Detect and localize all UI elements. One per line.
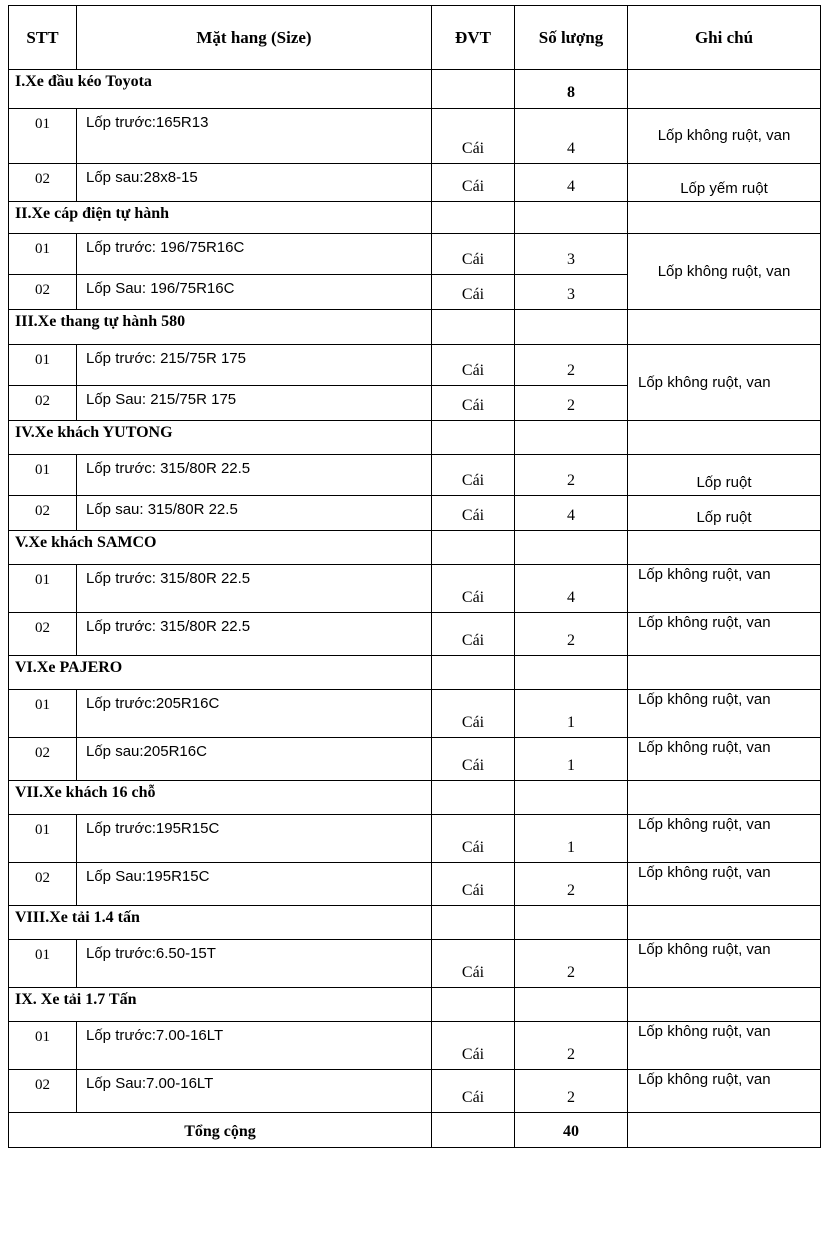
- row-unit: Cái: [432, 738, 515, 781]
- section-qty-empty: [515, 310, 628, 345]
- row-stt: 01: [9, 690, 77, 738]
- section-title: IX. Xe tải 1.7 Tấn: [9, 988, 432, 1022]
- row-unit: Cái: [432, 386, 515, 421]
- header-note: Ghi chú: [628, 6, 821, 70]
- section-title: I.Xe đầu kéo Toyota: [9, 70, 432, 109]
- row-qty: 1: [515, 690, 628, 738]
- section-unit-empty: [432, 656, 515, 690]
- section-row: [9, 988, 821, 1022]
- row-qty: 4: [515, 565, 628, 613]
- row-unit: Cái: [432, 863, 515, 906]
- section-title: V.Xe khách SAMCO: [9, 531, 432, 565]
- table-row: [9, 1022, 821, 1070]
- row-stt: 01: [9, 815, 77, 863]
- table-row: [9, 940, 821, 988]
- row-qty: 2: [515, 1070, 628, 1113]
- row-unit: Cái: [432, 109, 515, 164]
- section-unit-empty: [432, 906, 515, 940]
- row-note: Lốp không ruột, van: [628, 109, 821, 164]
- row-unit: Cái: [432, 1070, 515, 1113]
- total-unit-empty: [432, 1113, 515, 1148]
- row-note: Lốp không ruột, van: [628, 815, 821, 863]
- row-stt: 02: [9, 1070, 77, 1113]
- row-note: Lốp không ruột, van: [628, 1070, 821, 1113]
- section-title: II.Xe cáp điện tự hành: [9, 202, 432, 234]
- row-unit: Cái: [432, 613, 515, 656]
- row-qty: 4: [515, 164, 628, 202]
- row-item-name: Lốp Sau:7.00-16LT: [77, 1070, 432, 1113]
- row-note: Lốp không ruột, van: [628, 613, 821, 656]
- table-row: [9, 455, 821, 496]
- section-title: VII.Xe khách 16 chỗ: [9, 781, 432, 815]
- table-row: [9, 345, 821, 386]
- row-item-name: Lốp sau:205R16C: [77, 738, 432, 781]
- section-row: [9, 70, 821, 109]
- row-note: Lốp ruột: [628, 496, 821, 531]
- header-unit: ĐVT: [432, 6, 515, 70]
- row-note: Lốp không ruột, van: [628, 565, 821, 613]
- row-stt: 01: [9, 565, 77, 613]
- section-note-empty: [628, 656, 821, 690]
- row-stt: 01: [9, 109, 77, 164]
- row-qty: 1: [515, 738, 628, 781]
- row-qty: 4: [515, 109, 628, 164]
- row-stt: 01: [9, 455, 77, 496]
- row-item-name: Lốp trước: 215/75R 175: [77, 345, 432, 386]
- section-title: III.Xe thang tự hành 580: [9, 310, 432, 345]
- table-row: [9, 565, 821, 613]
- row-qty: 2: [515, 345, 628, 386]
- section-row: [9, 310, 821, 345]
- section-title: VI.Xe PAJERO: [9, 656, 432, 690]
- section-title: VIII.Xe tải 1.4 tấn: [9, 906, 432, 940]
- header-qty: Số lượng: [515, 6, 628, 70]
- row-unit: Cái: [432, 496, 515, 531]
- row-item-name: Lốp trước:165R13: [77, 109, 432, 164]
- section-title: IV.Xe khách YUTONG: [9, 421, 432, 455]
- row-unit: Cái: [432, 690, 515, 738]
- section-note-empty: [628, 421, 821, 455]
- section-unit-empty: [432, 70, 515, 109]
- row-unit: Cái: [432, 345, 515, 386]
- row-item-name: Lốp trước: 315/80R 22.5: [77, 613, 432, 656]
- row-item-name: Lốp Sau: 196/75R16C: [77, 275, 432, 310]
- row-note: Lốp yếm ruột: [628, 164, 821, 202]
- row-note: Lốp không ruột, van: [628, 234, 821, 310]
- section-note-empty: [628, 70, 821, 109]
- row-unit: Cái: [432, 565, 515, 613]
- row-item-name: Lốp trước:195R15C: [77, 815, 432, 863]
- section-qty-empty: [515, 531, 628, 565]
- section-row: [9, 781, 821, 815]
- row-note: Lốp ruột: [628, 455, 821, 496]
- section-qty-empty: [515, 781, 628, 815]
- table-row: [9, 164, 821, 202]
- section-qty: 8: [515, 70, 628, 109]
- row-qty: 2: [515, 613, 628, 656]
- section-unit-empty: [432, 421, 515, 455]
- row-qty: 1: [515, 815, 628, 863]
- row-stt: 01: [9, 1022, 77, 1070]
- total-row: [9, 1113, 821, 1148]
- section-note-empty: [628, 531, 821, 565]
- row-stt: 02: [9, 164, 77, 202]
- row-qty: 3: [515, 275, 628, 310]
- row-qty: 3: [515, 234, 628, 275]
- row-unit: Cái: [432, 164, 515, 202]
- table-row: [9, 1070, 821, 1113]
- section-unit-empty: [432, 202, 515, 234]
- section-qty-empty: [515, 906, 628, 940]
- table-row: [9, 613, 821, 656]
- row-note: Lốp không ruột, van: [628, 1022, 821, 1070]
- section-row: [9, 202, 821, 234]
- row-unit: Cái: [432, 940, 515, 988]
- row-note: Lốp không ruột, van: [628, 690, 821, 738]
- row-qty: 2: [515, 386, 628, 421]
- header-row: [9, 6, 821, 70]
- row-stt: 01: [9, 345, 77, 386]
- total-label: Tổng cộng: [9, 1113, 432, 1148]
- row-qty: 4: [515, 496, 628, 531]
- section-note-empty: [628, 906, 821, 940]
- section-qty-empty: [515, 421, 628, 455]
- row-stt: 02: [9, 738, 77, 781]
- row-note: Lốp không ruột, van: [628, 345, 821, 421]
- row-stt: 02: [9, 613, 77, 656]
- section-row: [9, 906, 821, 940]
- row-item-name: Lốp trước: 315/80R 22.5: [77, 455, 432, 496]
- row-item-name: Lốp Sau:195R15C: [77, 863, 432, 906]
- section-unit-empty: [432, 310, 515, 345]
- row-item-name: Lốp Sau: 215/75R 175: [77, 386, 432, 421]
- section-unit-empty: [432, 781, 515, 815]
- row-item-name: Lốp trước:6.50-15T: [77, 940, 432, 988]
- section-note-empty: [628, 988, 821, 1022]
- row-note: Lốp không ruột, van: [628, 863, 821, 906]
- total-qty: 40: [515, 1113, 628, 1148]
- section-row: [9, 656, 821, 690]
- section-qty-empty: [515, 988, 628, 1022]
- table-row: [9, 690, 821, 738]
- row-unit: Cái: [432, 234, 515, 275]
- row-item-name: Lốp sau:28x8-15: [77, 164, 432, 202]
- table-row: [9, 863, 821, 906]
- table-row: [9, 109, 821, 164]
- row-qty: 2: [515, 1022, 628, 1070]
- section-row: [9, 531, 821, 565]
- total-note-empty: [628, 1113, 821, 1148]
- row-note: Lốp không ruột, van: [628, 738, 821, 781]
- row-stt: 02: [9, 275, 77, 310]
- header-item: Mặt hang (Size): [77, 6, 432, 70]
- table-row: [9, 234, 821, 275]
- row-qty: 2: [515, 940, 628, 988]
- row-item-name: Lốp trước: 196/75R16C: [77, 234, 432, 275]
- table-row: [9, 738, 821, 781]
- row-qty: 2: [515, 863, 628, 906]
- row-unit: Cái: [432, 275, 515, 310]
- section-note-empty: [628, 781, 821, 815]
- header-stt: STT: [9, 6, 77, 70]
- row-item-name: Lốp trước:7.00-16LT: [77, 1022, 432, 1070]
- tire-inventory-table: [8, 5, 821, 1148]
- row-unit: Cái: [432, 1022, 515, 1070]
- section-note-empty: [628, 310, 821, 345]
- row-stt: 01: [9, 940, 77, 988]
- row-unit: Cái: [432, 455, 515, 496]
- row-stt: 02: [9, 386, 77, 421]
- row-stt: 02: [9, 863, 77, 906]
- section-qty-empty: [515, 656, 628, 690]
- section-note-empty: [628, 202, 821, 234]
- row-item-name: Lốp trước:205R16C: [77, 690, 432, 738]
- section-unit-empty: [432, 531, 515, 565]
- section-row: [9, 421, 821, 455]
- section-unit-empty: [432, 988, 515, 1022]
- row-item-name: Lốp trước: 315/80R 22.5: [77, 565, 432, 613]
- table-row: [9, 496, 821, 531]
- row-stt: 01: [9, 234, 77, 275]
- row-note: Lốp không ruột, van: [628, 940, 821, 988]
- row-unit: Cái: [432, 815, 515, 863]
- row-item-name: Lốp sau: 315/80R 22.5: [77, 496, 432, 531]
- section-qty-empty: [515, 202, 628, 234]
- row-stt: 02: [9, 496, 77, 531]
- table-row: [9, 815, 821, 863]
- row-qty: 2: [515, 455, 628, 496]
